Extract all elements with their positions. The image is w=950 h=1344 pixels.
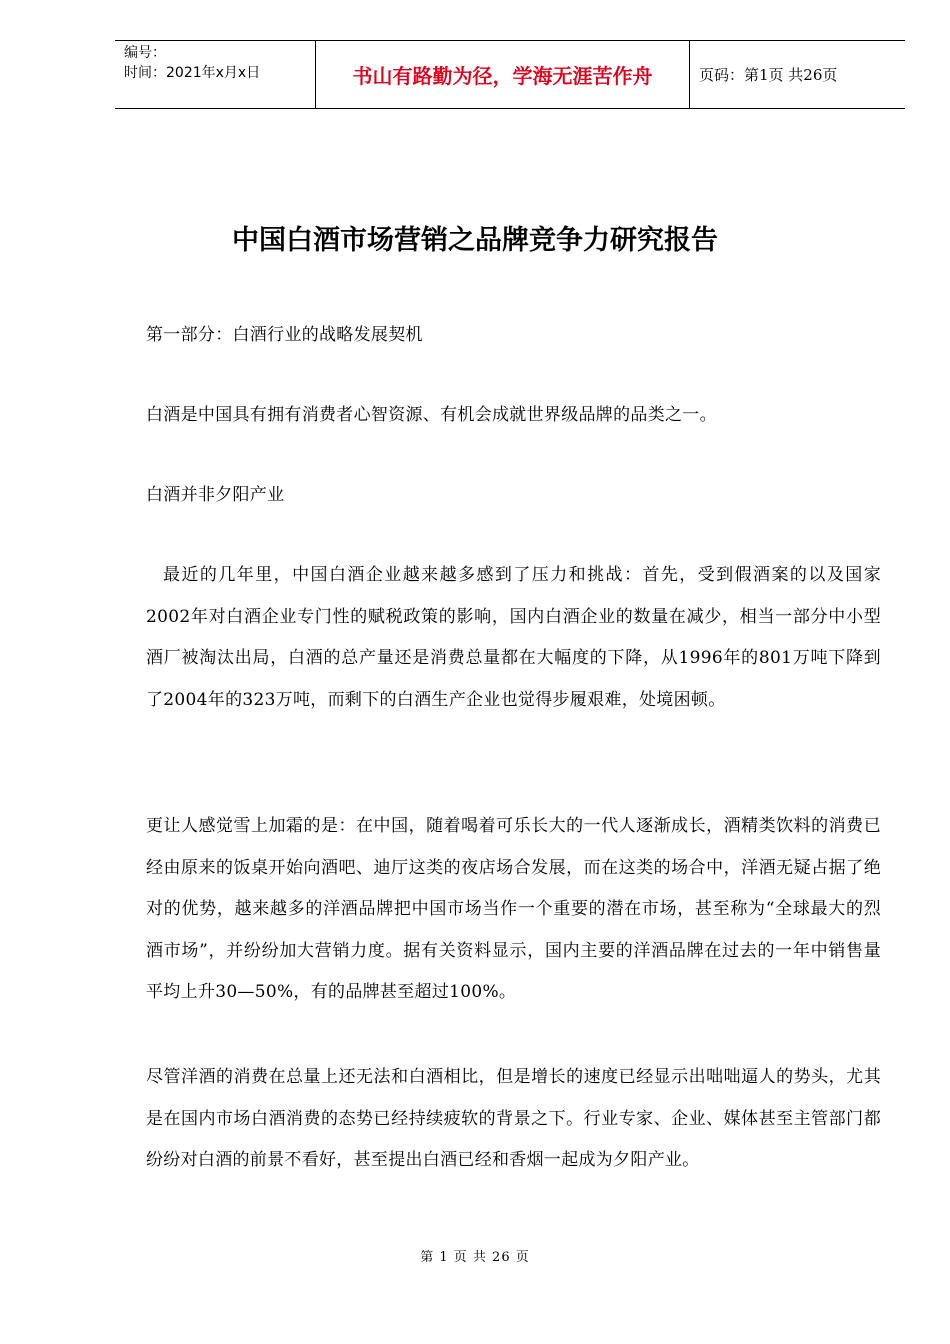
time-label: 时间：2021年x月x日 <box>124 65 261 81</box>
paragraph-1: 白酒是中国具有拥有消费者心智资源、有机会成就世界级品牌的品类之一。 <box>146 405 717 425</box>
header-motto-cell <box>316 41 690 108</box>
serial-label: 编号： <box>124 45 166 61</box>
paragraph-2: 白酒并非夕阳产业 <box>146 485 285 505</box>
header-meta-cell <box>115 41 316 108</box>
document-title: 中国白酒市场营销之品牌竞争力研究报告 <box>232 225 718 256</box>
paragraph-3: 最近的几年里，中国白酒企业越来越多感到了压力和挑战：首先，受到假酒案的以及国家2002年对白酒企业专门性的赋税政策的影响，国内白酒企业的数量在减少，相当一部分中小型酒厂被淘汰出局，白酒的总产量还是消费总量都在大幅度的下降，从1996年的801万吨下降到了2004年的323万吨，而剩下的白酒生产企业也觉得步履艰难，处境困顿。 <box>146 565 881 710</box>
page-footer: 第 1 页 共 26 页 <box>420 1250 530 1265</box>
motto-text: 书山有路勤为径，学海无涯苦作舟 <box>352 64 653 88</box>
header-table <box>115 40 905 109</box>
paragraph-5: 尽管洋酒的消费在总量上还无法和白酒相比，但是增长的速度已经显示出咄咄逼人的势头，尤其是在国内市场白酒消费的态势已经持续疲软的背景之下。行业专家、企业、媒体甚至主管部门都纷纷对白酒的前景不看好，甚至提出白酒已经和香烟一起成为夕阳产业。 <box>146 1067 881 1170</box>
header-page-cell <box>690 41 905 108</box>
section-heading: 第一部分：白酒行业的战略发展契机 <box>146 325 423 345</box>
page-info: 页码：第1页 共26页 <box>699 66 838 84</box>
paragraph-4: 更让人感觉雪上加霜的是：在中国，随着喝着可乐长大的一代人逐渐成长，酒精类饮料的消费已经由原来的饭桌开始向酒吧、迪厅这类的夜店场合发展，而在这类的场合中，洋酒无疑占据了绝对的优势，越来越多的洋酒品牌把中国市场当作一个重要的潜在市场，甚至称为“全球最大的烈酒市场”，并纷纷加大营销力度。据有关资料显示，国内主要的洋酒品牌在过去的一年中销售量平均上升30—50%，有的品牌甚至超过100%。 <box>146 816 881 1002</box>
